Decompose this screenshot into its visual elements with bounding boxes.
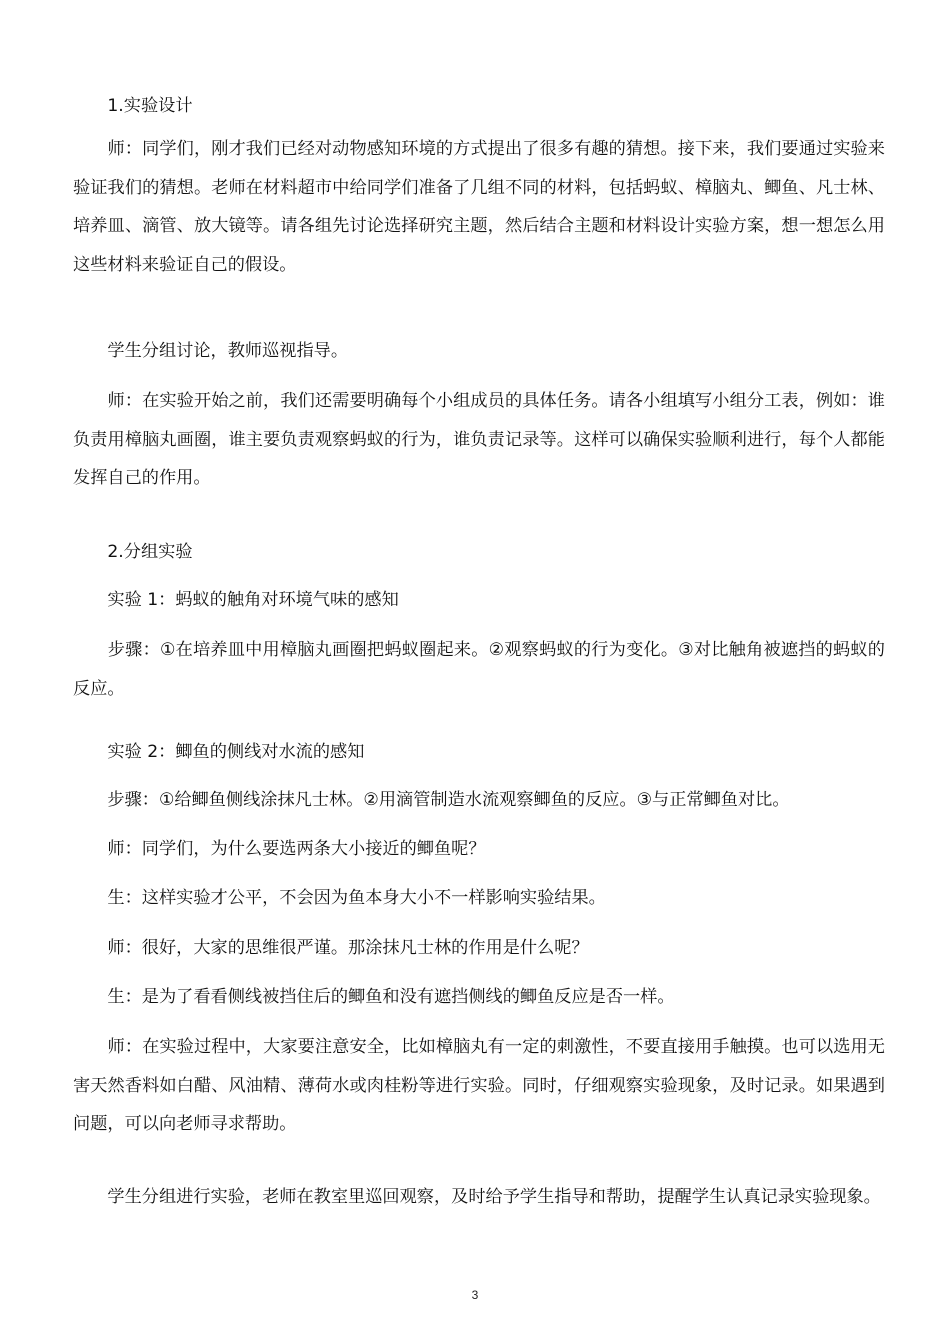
student-answer-lateral-line: 生：是为了看看侧线被挡住后的鲫鱼和没有遮挡侧线的鲫鱼反应是否一样。 bbox=[73, 987, 675, 1007]
student-answer-fair: 生：这样实验才公平，不会因为鱼本身大小不一样影响实验结果。 bbox=[73, 888, 606, 908]
experiment-2-steps: 步骤：①给鲫鱼侧线涂抹凡士林。②用滴管制造水流观察鲫鱼的反应。③与正常鲫鱼对比。 bbox=[73, 790, 790, 810]
teacher-question-size: 师：同学们，为什么要选两条大小接近的鲫鱼呢？ bbox=[73, 839, 486, 859]
page-number: 3 bbox=[471, 1288, 479, 1302]
heading-group-experiment: 2.分组实验 bbox=[73, 542, 193, 562]
experiment-1-steps: 步骤：①在培养皿中用樟脑丸画圈把蚂蚁圈起来。②观察蚂蚁的行为变化。③对比触角被遮挡的蚂蚁的反应。 bbox=[73, 640, 885, 699]
teacher-question-vaseline: 师：很好，大家的思维很严谨。那涂抹凡士林的作用是什么呢？ bbox=[73, 938, 589, 958]
group-discussion-paragraph: 学生分组讨论，教师巡视指导。 bbox=[73, 341, 349, 361]
teacher-intro-paragraph: 师：同学们，刚才我们已经对动物感知环境的方式提出了很多有趣的猜想。接下来，我们要通过实验来验证我们的猜想。老师在材料超市中给同学们准备了几组不同的材料，包括蚂蚁、樟脑丸、鲫鱼、凡士林、培养皿、滴管、放大镜等。请各组先讨论选择研究主题，然后结合主题和材料设计实验方案，想一想怎么用这些材料来验证自己的假设。 bbox=[73, 139, 885, 275]
students-conduct-paragraph: 学生分组进行实验，老师在教室里巡回观察，及时给予学生指导和帮助，提醒学生认真记录实验现象。 bbox=[73, 1187, 881, 1207]
experiment-1-title: 实验 1：蚂蚁的触角对环境气味的感知 bbox=[73, 590, 399, 610]
teacher-tasks-paragraph: 师：在实验开始之前，我们还需要明确每个小组成员的具体任务。请各小组填写小组分工表，例如：谁负责用樟脑丸画圈，谁主要负责观察蚂蚁的行为，谁负责记录等。这样可以确保实验顺利进行，每个人都能发挥自己的作用。 bbox=[73, 391, 885, 488]
teacher-safety-paragraph: 师：在实验过程中，大家要注意安全，比如樟脑丸有一定的刺激性，不要直接用手触摸。也可以选用无害天然香料如白醋、风油精、薄荷水或肉桂粉等进行实验。同时，仔细观察实验现象，及时记录。如果遇到问题，可以向老师寻求帮助。 bbox=[73, 1037, 885, 1134]
experiment-2-title: 实验 2：鲫鱼的侧线对水流的感知 bbox=[73, 742, 365, 762]
heading-experiment-design: 1.实验设计 bbox=[73, 96, 193, 116]
